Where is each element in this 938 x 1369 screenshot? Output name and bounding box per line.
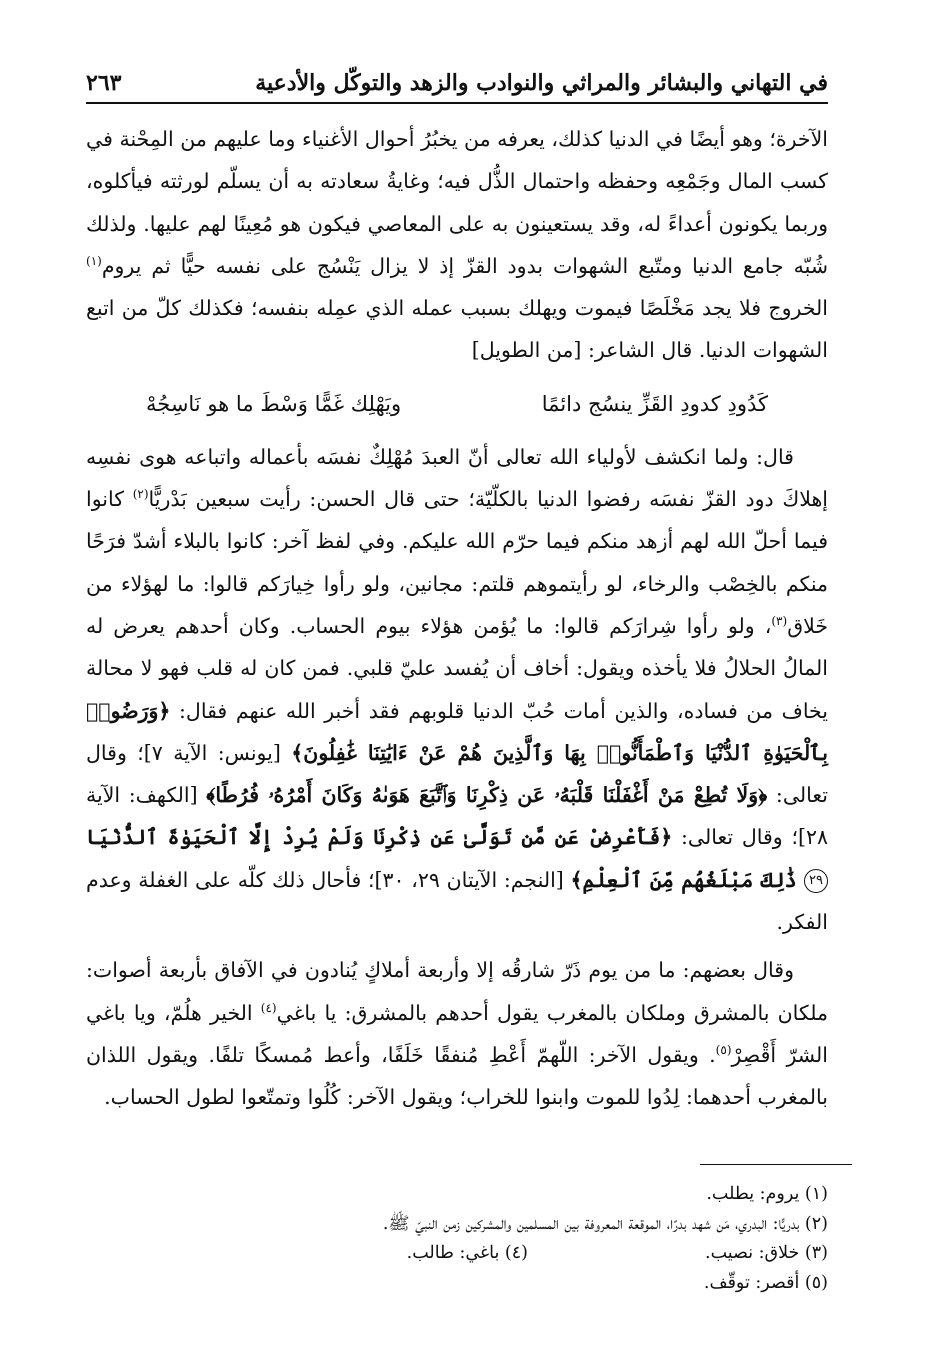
text-segment: ، ولو رأوا شِرارَكم قالوا: ما يُؤمن هؤلاء بيوم الحساب. وكان أحدهم يعرض له المالُ الحلالُ فلا يأخذه ويقول: أخاف أن يُفسد عليّ قلبي. فمن كان له قلب فهو لا محالة يخاف من فساده، والذين أمات حُبّ الدنيا قلوبهم فقد أخبر الله عنهم فقال: — [86, 613, 828, 723]
footnote-2: (٢) بدريًّا: البدري، مَن شهد بدرًا، الموقعة المعروفة بين المسلمين والمشركين زمن النبيّ ﷺ. — [382, 1213, 828, 1234]
page-number: ٢٦٣ — [86, 70, 122, 96]
quran-quote: ﴿وَرَضُوا۟ بِٱلْحَيَوٰةِ ٱلدُّنْيَا وَٱطْمَأَنُّوا۟ بِهَا وَٱلَّذِينَ هُمْ عَنْ ءَايَٰتِنَا غَٰفِلُونَ﴾ — [86, 698, 828, 765]
quran-reference: [الكهف: الآية ٢٨]؛ وقال تعالى: — [86, 783, 829, 850]
paragraph-2 — [86, 436, 828, 944]
ayah-number-marker: ٢٩ — [804, 869, 828, 893]
paragraph-1 — [86, 118, 828, 372]
footnote-ref: (٤) — [260, 1000, 277, 1015]
text-segment: الآخرة؛ وهو أيضًا في الدنيا كذلك، يعرفه من يخبُرُ أحوال الأغنياء وما عليهم من المِحْنة في كسب المال وجَمْعِه وحفظه واحتمال الذُّل فيه؛ وغايةُ سعادته به أن يسلّم لورثته فيأكلوه، وربما يكونون أعداءً له، وقد يستعينون به على المعاصي فيكون هو مُعِينًا لهم عليها. ولذلك شُبّه جامع الدنيا ومتّبع الشهوات بدود القزّ إذ لا يزال يَنْسُج على نفسه حيًّا ثم يروم — [86, 127, 828, 278]
verse-first-hemistich: كَدُودِ كدودِ القَزِّ ينسُج دائمًا — [541, 391, 768, 416]
quran-reference: [النجم: الآيتان ٢٩، ٣٠]؛ فأحال ذلك كلّه على الغفلة وعدم الفكر. — [86, 867, 828, 935]
header-title: في التهاني والبشائر والمراثي والنوادب والزهد والتوكّل والأدعية — [255, 70, 828, 96]
footnote-row — [86, 1239, 828, 1269]
footnote-3: (٣) خلاق: نصيب. — [705, 1243, 828, 1263]
footnote-4: (٤) باغي: طالب. — [406, 1243, 528, 1263]
footnote-5: (٥) أقصر: توقّف. — [703, 1272, 828, 1293]
main-text — [86, 118, 828, 1119]
poem-meter-source: [من الطويل] — [471, 338, 582, 363]
footnotes — [86, 1180, 828, 1298]
quran-quote: ﴿وَلَا تُطِعْ مَنْ أَغْفَلْنَا قَلْبَهُۥ عَن ذِكْرِنَا وَٱتَّبَعَ هَوَىٰهُ وَكَانَ أَمْرُهُۥ فُرُطًا﴾ — [206, 783, 768, 808]
text-segment: . ويقول الآخر: اللّهمّ أَعْطِ مُنفقًا خَلَفًا، وأعط مُمسكًا تلفًا. ويقول اللذان بالمغرب أحدهما: لِدُوا للموت وابنوا للخراب؛ ويقول الآخر: كُلُوا وتمتّعوا لطول الحساب. — [86, 1042, 828, 1110]
running-header — [86, 62, 828, 104]
text-segment: قال: ولما انكشف لأولياء الله تعالى أنّ العبدَ مُهْلِكٌ نفسَه بأعماله واتباعه هوى نفسِه إهلاكَ دود القزّ نفسَه رفضوا الدنيا بالكلّيّة؛ حتى قال الحسن: رأيت سبعين بَدْريًّا — [86, 444, 828, 512]
text-segment: الخير هلُمّ، ويا باغي الشرّ أَقْصِرْ — [86, 1000, 828, 1067]
text-segment: الخروج فلا يجد مَخْلَصًا فيموت ويهلك بسبب عمله الذي عمِله بنفسه؛ فكذلك كلّ من اتبع الشهوات الدنيا. قال الشاعر: — [86, 296, 828, 363]
quran-reference: [يونس: الآية ٧]؛ وقال تعالى: — [86, 740, 828, 808]
paragraph-3 — [86, 949, 828, 1118]
footnote-ref: (٣) — [771, 614, 788, 629]
text-segment: وقال بعضهم: ما من يوم ذَرّ شارقُه إلا وأربعة أملاكٍ يُنادون في الآفاق بأربعة أصوات: ملكان بالمشرق وملكان بالمغرب يقول أحدهم بالمشرق: يا باغي — [86, 958, 828, 1025]
footnote-ref: (٢) — [132, 487, 149, 502]
quran-quote: ذَٰلِكَ مَبْلَغُهُم مِّنَ ٱلْعِلْمِ﴾ — [570, 867, 805, 892]
footnote-1: (١) يروم: يطلب. — [706, 1184, 828, 1204]
footnote-ref: (٥) — [715, 1043, 732, 1058]
text-segment: كانوا فيما أحلّ الله لهم أزهد منكم فيما حرّم الله عليكم. وفي لفظ آخر: كانوا بالبلاء أشدّ فرَحًا منكم بالخِصْب والرخاء، لو رأيتموهم قلتم: مجانين، ولو رأوا خِيارَكم قالوا: ما لهؤلاء من خَلاق — [86, 487, 828, 638]
footnote-ref: (١) — [86, 254, 102, 269]
quran-quote: ﴿فَأَعْرِضْ عَن مَّن تَوَلَّىٰ عَن ذِكْرِنَا وَلَمْ يُرِدْ إِلَّا ٱلْحَيَوٰةَ ٱلدُّنْيَا — [86, 825, 673, 850]
footnote-divider — [700, 1164, 852, 1165]
poem-verse — [146, 382, 768, 426]
verse-second-hemistich: ويَهْلِك غَمًّا وَسْطَ ما هو نَاسِجُهْ — [146, 391, 402, 416]
